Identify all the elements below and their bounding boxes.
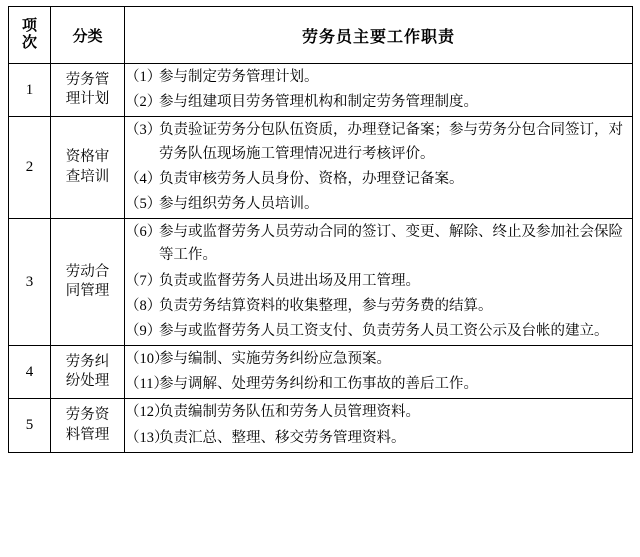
- duty-item-text: 负责验证劳务分包队伍资质，办理登记备案；参与劳务分包合同签订，对劳务队伍现场施工管理情况进行考核评价。: [159, 122, 623, 162]
- duty-item-number: （8）: [125, 297, 162, 314]
- duty-item-number: （10）: [125, 351, 169, 368]
- table-header: [9, 7, 633, 64]
- table-body: [9, 64, 633, 453]
- duty-item-number: （1）: [125, 69, 162, 85]
- duty-item-text: 参与编制、实施劳务纠纷应急预案。: [159, 351, 391, 368]
- duty-item-number: （7）: [125, 272, 162, 289]
- row-category-line: 理计划: [65, 91, 110, 108]
- duty-item: [125, 348, 632, 371]
- duty-item-number: （3）: [125, 122, 162, 139]
- duty-item-text: 参与制定劳务管理计划。: [159, 69, 319, 85]
- duty-item-text: 负责审核劳务人员身份、资格，办理登记备案。: [159, 170, 464, 187]
- table-row: [9, 64, 633, 117]
- row-category: [51, 346, 125, 399]
- table-row: [9, 399, 633, 452]
- column-header-index-line1: 项: [21, 17, 37, 34]
- table-row: [9, 117, 633, 219]
- duty-item-text: 负责劳务结算资料的收集整理，参与劳务费的结算。: [159, 297, 493, 314]
- duty-item: [125, 168, 632, 191]
- duty-item: [125, 221, 632, 267]
- row-index: 5: [9, 399, 51, 452]
- duty-item-number: （6）: [125, 224, 162, 241]
- duty-item-text: 负责编制劳务队伍和劳务人员管理资料。: [159, 404, 420, 421]
- row-duties: [125, 117, 633, 219]
- duty-item-text: 负责汇总、整理、移交劳务管理资料。: [159, 429, 406, 446]
- table-row: [9, 346, 633, 399]
- row-category: [51, 219, 125, 346]
- row-category: [51, 64, 125, 117]
- row-category-line: 劳务资: [65, 407, 110, 424]
- row-duties: [125, 64, 633, 117]
- duty-item-number: （2）: [125, 94, 162, 111]
- duties-table: [8, 6, 633, 453]
- table-row: [9, 219, 633, 346]
- row-category-line: 料管理: [65, 426, 110, 443]
- column-header-index: [9, 7, 51, 64]
- duty-item: [125, 66, 632, 89]
- duty-item: [125, 401, 632, 424]
- row-index: 3: [9, 219, 51, 346]
- column-header-category: 分类: [51, 7, 125, 64]
- duty-item-number: （12）: [125, 404, 169, 421]
- duty-item: [125, 320, 632, 343]
- duty-item-text: 参与或监督劳务人员劳动合同的签订、变更、解除、终止及参加社会保险等工作。: [159, 224, 623, 264]
- row-category-line: 劳动合: [65, 263, 110, 280]
- duty-item: [125, 373, 632, 396]
- duty-item: [125, 193, 632, 216]
- duty-item: [125, 119, 632, 165]
- duty-item-text: 参与组织劳务人员培训。: [159, 195, 319, 212]
- row-category-line: 同管理: [65, 283, 110, 300]
- row-index: 1: [9, 64, 51, 117]
- column-header-index-line2: 次: [21, 35, 37, 51]
- duty-item-text: 参与调解、处理劳务纠纷和工伤事故的善后工作。: [159, 376, 478, 393]
- column-header-duty: 劳务员主要工作职责: [125, 7, 633, 64]
- row-duties: [125, 399, 633, 452]
- duty-item-number: （4）: [125, 170, 162, 187]
- row-category-line: 劳务纠: [65, 353, 110, 370]
- row-category-line: 劳务管: [65, 71, 110, 88]
- duty-item: [125, 427, 632, 450]
- row-index: 2: [9, 117, 51, 219]
- duty-item-text: 负责或监督劳务人员进出场及用工管理。: [159, 272, 420, 289]
- row-duties: [125, 346, 633, 399]
- duty-item: [125, 295, 632, 318]
- row-index: 4: [9, 346, 51, 399]
- duty-item: [125, 270, 632, 293]
- row-category: [51, 399, 125, 452]
- duty-item-number: （5）: [125, 195, 162, 212]
- duty-item-number: （9）: [125, 322, 162, 339]
- duty-item-number: （11）: [125, 376, 168, 393]
- duty-item-text: 参与或监督劳务人员工资支付、负责劳务人员工资公示及台帐的建立。: [159, 322, 609, 339]
- duty-item: [125, 91, 632, 114]
- duty-item-number: （13）: [125, 429, 169, 446]
- duty-item-text: 参与组建项目劳务管理机构和制定劳务管理制度。: [159, 94, 478, 111]
- row-category-line: 查培训: [65, 168, 110, 185]
- row-duties: [125, 219, 633, 346]
- row-category-line: 纷处理: [65, 373, 110, 390]
- table-header-row: [9, 7, 633, 64]
- row-category-line: 资格审: [65, 149, 110, 166]
- row-category: [51, 117, 125, 219]
